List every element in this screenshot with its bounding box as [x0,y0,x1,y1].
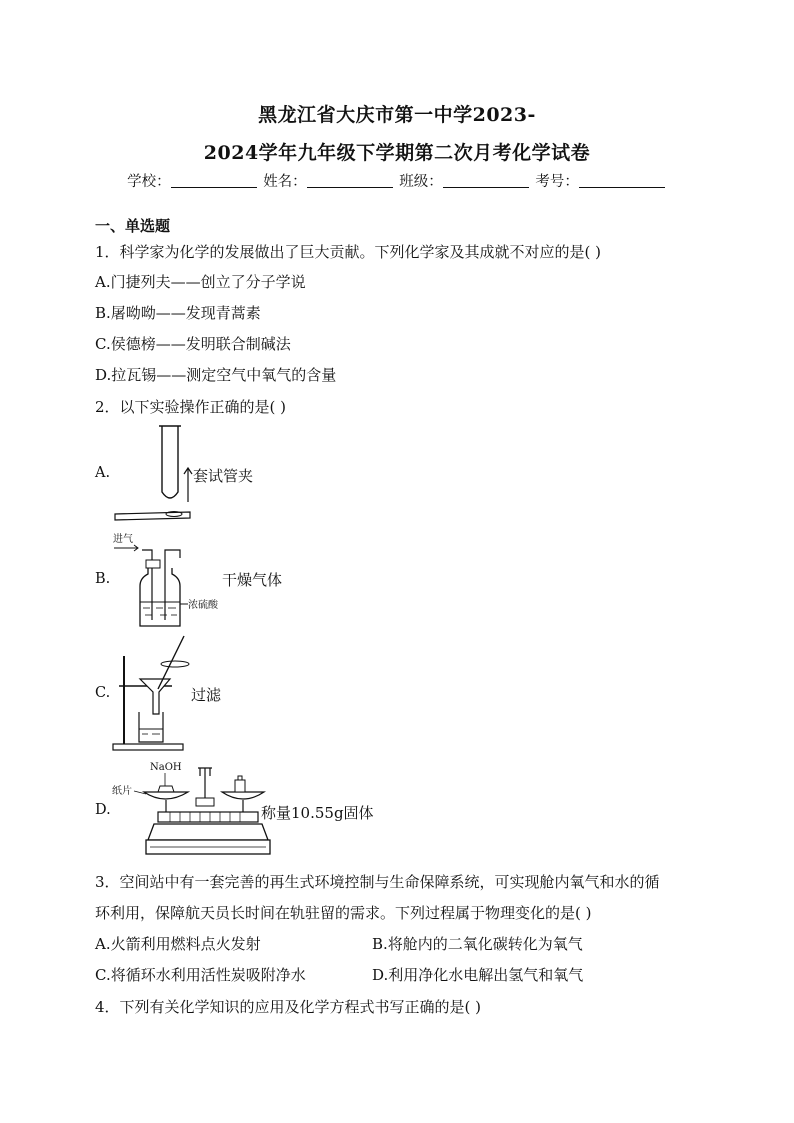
class-label: 班级： [399,174,443,190]
balance-figure [110,758,270,860]
naoh-label: NaOH [150,762,182,773]
q2-caption-b: 干燥气体 [222,571,283,589]
acid-label: 浓硫酸 [188,600,218,611]
q3-option-b: B.将舱内的二氧化碳转化为氧气 [372,935,583,953]
q3-option-a: A.火箭利用燃料点火发射 [95,935,261,953]
q2-caption-c: 过滤 [191,686,222,704]
exam-title-line2: 2024学年九年级下学期第二次月考化学试卷 [203,142,591,164]
q3-stem-line1: 3．空间站中有一套完善的再生式环境控制与生命保障系统，可实现舱内氧气和水的循 [95,873,660,891]
q2-option-b-label: B. [95,571,111,587]
test-tube-clamp-figure [110,424,200,524]
gas-washing-bottle-figure [110,530,240,630]
school-label: 学校： [127,174,171,190]
paper-label: 纸片 [112,786,132,797]
q2-option-a-label: A. [95,465,111,481]
school-blank[interactable] [171,173,257,188]
q3-option-d: D.利用净化水电解出氢气和氧气 [372,966,584,984]
inlet-label: 进气 [113,534,133,545]
q2-caption-a: 套试管夹 [193,467,254,485]
section-heading: 一、单选题 [95,217,171,235]
q2-stem: 2．以下实验操作正确的是( ) [95,398,287,416]
name-blank[interactable] [307,173,393,188]
exam-title-line1: 黑龙江省大庆市第一中学2023- [258,104,536,126]
q1-option-b: B.屠呦呦——发现青蒿素 [95,304,261,322]
exam-no-label: 考号： [535,174,579,190]
name-label: 姓名： [263,174,307,190]
q3-option-c: C.将循环水利用活性炭吸附净水 [95,966,306,984]
q3-stem-line2: 环利用，保障航天员长时间在轨驻留的需求。下列过程属于物理变化的是( ) [95,904,592,922]
class-blank[interactable] [443,173,529,188]
q1-option-a: A.门捷列夫——创立了分子学说 [95,273,306,291]
q2-option-c-label: C. [95,685,111,701]
exam-no-blank[interactable] [579,173,665,188]
q1-stem: 1．科学家为化学的发展做出了巨大贡献。下列化学家及其成就不对应的是( ) [95,243,602,261]
q2-option-d-label: D. [95,802,111,818]
q2-caption-d: 称量10.55g固体 [261,804,374,822]
q1-option-c: C.侯德榜——发明联合制碱法 [95,335,291,353]
student-info-row [0,170,794,191]
q1-option-d: D.拉瓦锡——测定空气中氧气的含量 [95,366,337,384]
q4-stem: 4．下列有关化学知识的应用及化学方程式书写正确的是( ) [95,998,482,1016]
